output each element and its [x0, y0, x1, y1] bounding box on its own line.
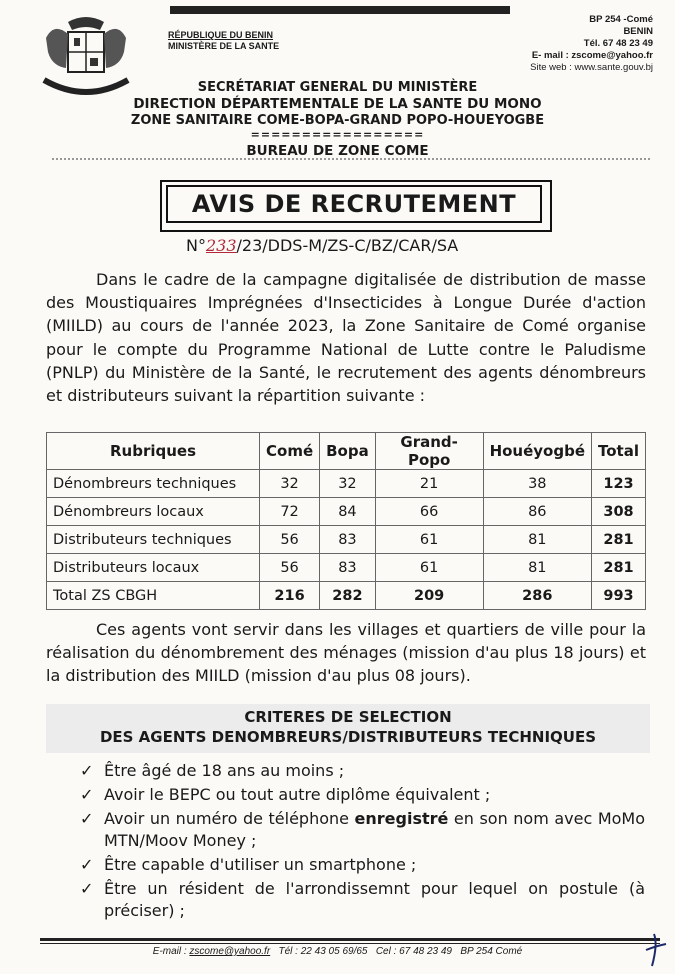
document-title: AVIS DE RECRUTEMENT	[166, 185, 542, 223]
list-item	[80, 808, 645, 852]
header-line-4: BUREAU DE ZONE COME	[246, 143, 429, 159]
ministry-name: MINISTÈRE DE LA SANTE	[168, 41, 280, 51]
item-text: Être âgé de 18 ans au moins ;	[104, 761, 345, 780]
col-header: Total	[592, 433, 646, 470]
header-line-3: ZONE SANITAIRE COME-BOPA-GRAND POPO-HOUEYOGBE	[130, 113, 545, 128]
intro-paragraph: Dans le cadre de la campagne digitalisée de distribution de masse des Moustiquaires Imprégnées d'Insecticides à Longue Durée d'action (MIILD) au cours de l'année 2023, la Zone Sanitaire de Comé organise pour le compte du Programme National de Lutte contre le Paludisme (PNLP) du Ministère de la Santé, le recrutement des agents dénombreurs et distributeurs suivant la répartition suivante :	[46, 270, 646, 406]
cell: 66	[375, 498, 483, 526]
total-cell: 282	[320, 582, 376, 610]
table-row	[47, 526, 646, 554]
criteria-heading	[46, 704, 650, 753]
check-icon: ✓	[80, 761, 94, 780]
cell: 84	[320, 498, 376, 526]
row-label: Dénombreurs locaux	[47, 498, 260, 526]
check-icon: ✓	[80, 809, 94, 828]
item-bold: enregistré	[354, 809, 449, 828]
col-header: Grand-Popo	[375, 433, 483, 470]
total-label: Total ZS CBGH	[47, 582, 260, 610]
item-text: Être capable d'utiliser un smartphone ;	[104, 855, 417, 874]
contact-block	[530, 14, 653, 74]
reference-number	[186, 236, 458, 255]
contact-country: BENIN	[623, 26, 653, 37]
item-text: Être un résident de l'arrondissemnt pour lequel on postule (à préciser) ;	[104, 879, 645, 920]
row-total: 308	[592, 498, 646, 526]
cell: 32	[320, 470, 376, 498]
initials-signature	[640, 930, 670, 970]
distribution-table	[46, 432, 646, 610]
cell: 83	[320, 554, 376, 582]
dotted-divider	[52, 158, 650, 160]
contact-tel: Tél. 67 48 23 49	[583, 38, 653, 49]
row-total: 281	[592, 526, 646, 554]
footer-email-label: E-mail :	[152, 946, 190, 957]
footer-email: zscome@yahoo.fr	[189, 946, 271, 957]
check-icon: ✓	[80, 785, 94, 804]
contact-bp: BP 254 -Comé	[589, 14, 653, 25]
col-header: Comé	[260, 433, 320, 470]
mission-paragraph: Ces agents vont servir dans les villages et quartiers de ville pour la réalisation du dénombrement des ménages (mission d'au plus 18 jours) et la distribution des MIILD (mission d'au plus 08 jours).	[46, 620, 646, 686]
cell: 56	[260, 554, 320, 582]
item-text: Avoir un numéro de téléphone	[104, 809, 355, 828]
cell: 21	[375, 470, 483, 498]
republic-name: RÉPUBLIQUE DU BENIN	[168, 30, 274, 40]
col-header: Rubriques	[47, 433, 260, 470]
table-row	[47, 498, 646, 526]
cell: 72	[260, 498, 320, 526]
footer-tel: Tél : 22 43 05 69/65	[278, 946, 368, 957]
check-icon: ✓	[80, 879, 94, 898]
cell: 61	[375, 554, 483, 582]
table-total-row	[47, 582, 646, 610]
criteria-title-2: DES AGENTS DENOMBREURS/DISTRIBUTEURS TECHNIQUES	[99, 728, 597, 746]
item-text: Avoir le BEPC ou tout autre diplôme équivalent ;	[104, 785, 491, 804]
criteria-list	[80, 760, 645, 924]
total-cell: 286	[483, 582, 591, 610]
check-icon: ✓	[80, 855, 94, 874]
table-header-row	[47, 433, 646, 470]
cell: 38	[483, 470, 591, 498]
total-cell: 209	[375, 582, 483, 610]
cell: 32	[260, 470, 320, 498]
footer-bp: BP 254 Comé	[460, 946, 523, 957]
cell: 56	[260, 526, 320, 554]
footer-contact	[0, 946, 675, 957]
row-total: 281	[592, 554, 646, 582]
table-row	[47, 470, 646, 498]
cell: 86	[483, 498, 591, 526]
cell: 61	[375, 526, 483, 554]
top-bar	[170, 6, 510, 14]
col-header: Houéyogbé	[483, 433, 591, 470]
cell: 81	[483, 526, 591, 554]
cell: 81	[483, 554, 591, 582]
republic-block	[168, 30, 279, 52]
criteria-title-1: CRITERES DE SELECTION	[244, 708, 452, 726]
list-item	[80, 760, 645, 782]
header-line-1: SECRÉTARIAT GENERAL DU MINISTÈRE	[197, 80, 478, 95]
header-separator: =================	[250, 128, 425, 141]
total-cell: 216	[260, 582, 320, 610]
footer-rule	[40, 938, 660, 941]
ref-number: 233	[205, 236, 237, 255]
cell: 83	[320, 526, 376, 554]
ref-suffix: /23/DDS-M/ZS-C/BZ/CAR/SA	[236, 236, 459, 255]
contact-email: E- mail : zscome@yahoo.fr	[531, 50, 653, 61]
list-item	[80, 854, 645, 876]
table-row	[47, 554, 646, 582]
row-label: Distributeurs locaux	[47, 554, 260, 582]
list-item	[80, 878, 645, 922]
row-label: Distributeurs techniques	[47, 526, 260, 554]
row-total: 123	[592, 470, 646, 498]
header-line-2: DIRECTION DÉPARTEMENTALE DE LA SANTE DU MONO	[133, 96, 542, 112]
row-label: Dénombreurs techniques	[47, 470, 260, 498]
list-item	[80, 784, 645, 806]
footer-rule-thin	[40, 943, 660, 944]
col-header: Bopa	[320, 433, 376, 470]
footer-cel: Cel : 67 48 23 49	[375, 946, 452, 957]
contact-site: Site web : www.sante.gouv.bj	[530, 62, 653, 73]
ref-prefix: N°	[186, 236, 206, 255]
item-text-post: en son nom avec MoMo MTN/Moov Money ;	[104, 809, 646, 850]
grand-total: 993	[592, 582, 646, 610]
